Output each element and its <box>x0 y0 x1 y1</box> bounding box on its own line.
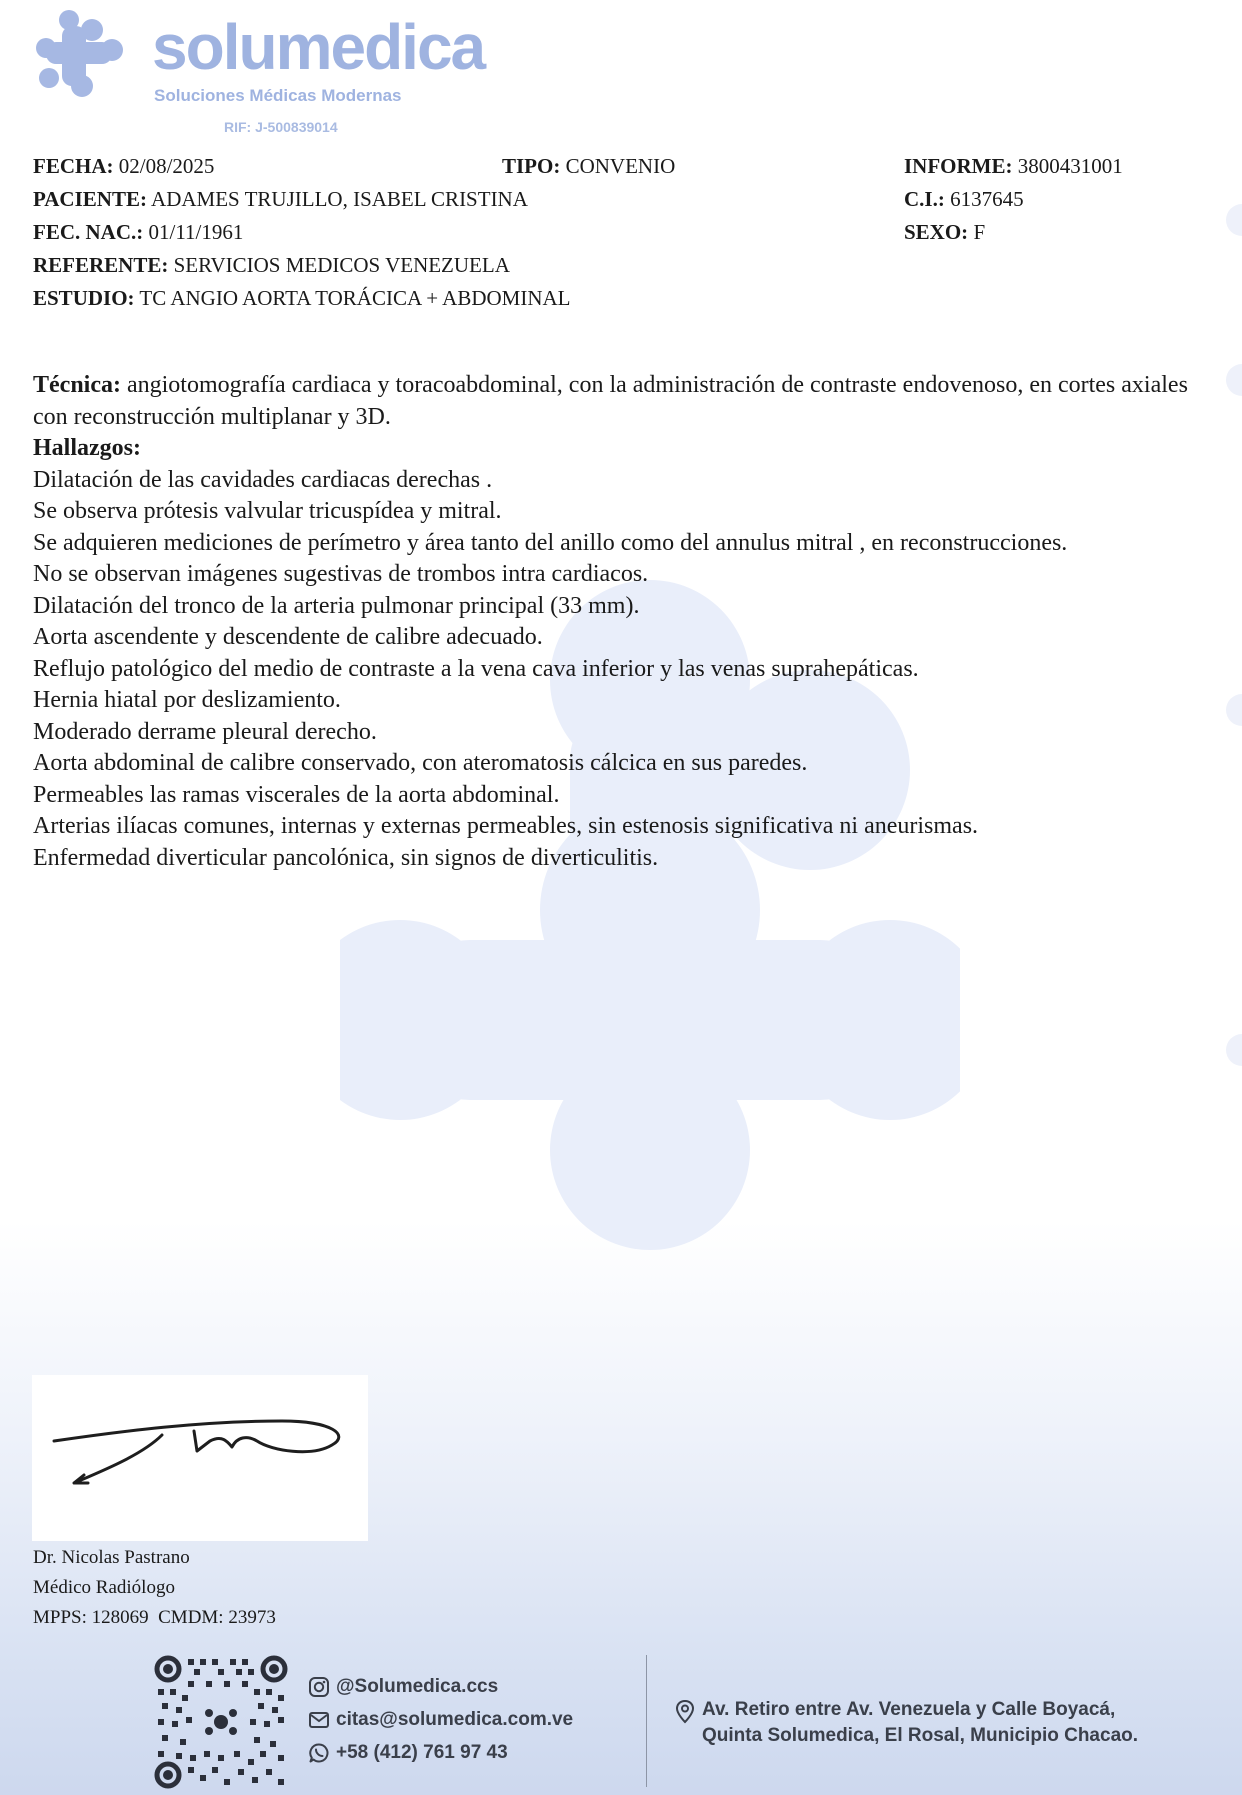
tecnica-label: Técnica: <box>33 372 121 398</box>
tipo-value: CONVENIO <box>565 154 676 178</box>
hallazgo-line: Dilatación de las cavidades cardiacas derechas . <box>33 466 493 493</box>
doctor-registry: MPPS: 128069 CMDM: 23973 <box>33 1607 276 1628</box>
tecnica-paragraph <box>33 370 1223 433</box>
report-body <box>33 370 1223 874</box>
hallazgo-line: Dilatación del tronco de la arteria pulmonar principal (33 mm). <box>33 592 640 619</box>
brand-name: solumedica <box>152 11 485 83</box>
informe-label: INFORME: <box>904 154 1013 178</box>
footer-divider <box>646 1655 647 1787</box>
handwritten-signature <box>32 1375 368 1541</box>
estudio-value: TC ANGIO AORTA TORÁCICA + ABDOMINAL <box>139 286 571 310</box>
doctor-title: Médico Radiólogo <box>33 1577 175 1598</box>
address-line-2: Quinta Solumedica, El Rosal, Municipio Chacao. <box>702 1725 1139 1746</box>
referente-value: SERVICIOS MEDICOS VENEZUELA <box>173 253 510 277</box>
mail-icon <box>308 1709 330 1731</box>
signature-image <box>32 1375 368 1541</box>
paciente-label: PACIENTE: <box>33 187 147 211</box>
estudio-label: ESTUDIO: <box>33 286 135 310</box>
whatsapp-icon <box>308 1742 330 1764</box>
footer-address <box>674 1697 1138 1749</box>
brand-logo <box>34 8 485 135</box>
doctor-name: Dr. Nicolas Pastrano <box>33 1547 190 1568</box>
instagram-icon <box>308 1676 330 1698</box>
hallazgos-label: Hallazgos: <box>33 435 141 461</box>
qr-code[interactable] <box>154 1655 288 1789</box>
field-fec-nac <box>33 216 243 249</box>
brand-tagline: Soluciones Médicas Modernas <box>154 86 402 105</box>
email-address: citas@solumedica.com.ve <box>336 1708 574 1730</box>
hallazgo-line: Se adquieren mediciones de perímetro y área tanto del anillo como del annulus mitral , en reconstrucciones. <box>33 529 1068 556</box>
hallazgo-line: No se observan imágenes sugestivas de trombos intra cardiacos. <box>33 561 649 587</box>
instagram-handle: @Solumedica.ccs <box>336 1675 499 1697</box>
hallazgo-line: Reflujo patológico del medio de contraste a la vena cava inferior y las venas suprahepáticas. <box>33 655 919 682</box>
location-pin-icon <box>674 1699 696 1725</box>
paciente-value: ADAMES TRUJILLO, ISABEL CRISTINA <box>151 187 528 211</box>
field-estudio <box>33 282 571 315</box>
address-line-1: Av. Retiro entre Av. Venezuela y Calle Boyacá, <box>702 1699 1116 1720</box>
instagram-link[interactable] <box>308 1670 573 1703</box>
hallazgo-line: Arterias ilíacas comunes, internas y externas permeables, sin estenosis significativa ni aneurismas. <box>33 813 979 839</box>
field-fecha <box>33 150 214 183</box>
watermark-edge <box>1224 150 1242 1250</box>
logo-mark-icon <box>34 8 144 103</box>
field-informe <box>904 150 1123 183</box>
phone-number: +58 (412) 761 97 43 <box>336 1741 508 1763</box>
field-sexo <box>904 216 985 249</box>
field-tipo <box>502 150 675 183</box>
signature-block <box>33 1543 276 1633</box>
hallazgo-line: Moderado derrame pleural derecho. <box>33 718 377 745</box>
phone-link[interactable] <box>308 1736 573 1769</box>
informe-value: 3800431001 <box>1017 154 1123 178</box>
fecha-value: 02/08/2025 <box>118 154 215 178</box>
hallazgo-line: Enfermedad diverticular pancolónica, sin signos de diverticulitis. <box>33 844 659 871</box>
sexo-label: SEXO: <box>904 220 969 244</box>
hallazgos-heading <box>33 433 1223 465</box>
email-link[interactable] <box>308 1703 573 1736</box>
field-referente <box>33 249 510 282</box>
referente-label: REFERENTE: <box>33 253 169 277</box>
brand-rif: RIF: J-500839014 <box>224 119 338 135</box>
ci-label: C.I.: <box>904 187 945 211</box>
hallazgo-line: Permeables las ramas viscerales de la aorta abdominal. <box>33 781 560 808</box>
ci-value: 6137645 <box>950 187 1024 211</box>
fec-nac-value: 01/11/1961 <box>148 220 244 244</box>
fec-nac-label: FEC. NAC.: <box>33 220 144 244</box>
sexo-value: F <box>973 220 986 244</box>
tipo-label: TIPO: <box>502 154 561 178</box>
field-ci <box>904 183 1024 216</box>
hallazgo-line: Hernia hiatal por deslizamiento. <box>33 687 341 713</box>
tecnica-text: angiotomografía cardiaca y toracoabdominal, con la administración de contraste endovenoso, en cortes axiales con reconstrucción multiplanar y 3D. <box>33 372 1188 430</box>
hallazgo-line: Aorta ascendente y descendente de calibre adecuado. <box>33 624 543 650</box>
hallazgo-line: Aorta abdominal de calibre conservado, con ateromatosis cálcica en sus paredes. <box>33 750 808 776</box>
field-paciente <box>33 183 528 216</box>
footer-contacts <box>308 1670 573 1769</box>
fecha-label: FECHA: <box>33 154 114 178</box>
hallazgo-line: Se observa prótesis valvular tricuspídea y mitral. <box>33 498 502 524</box>
